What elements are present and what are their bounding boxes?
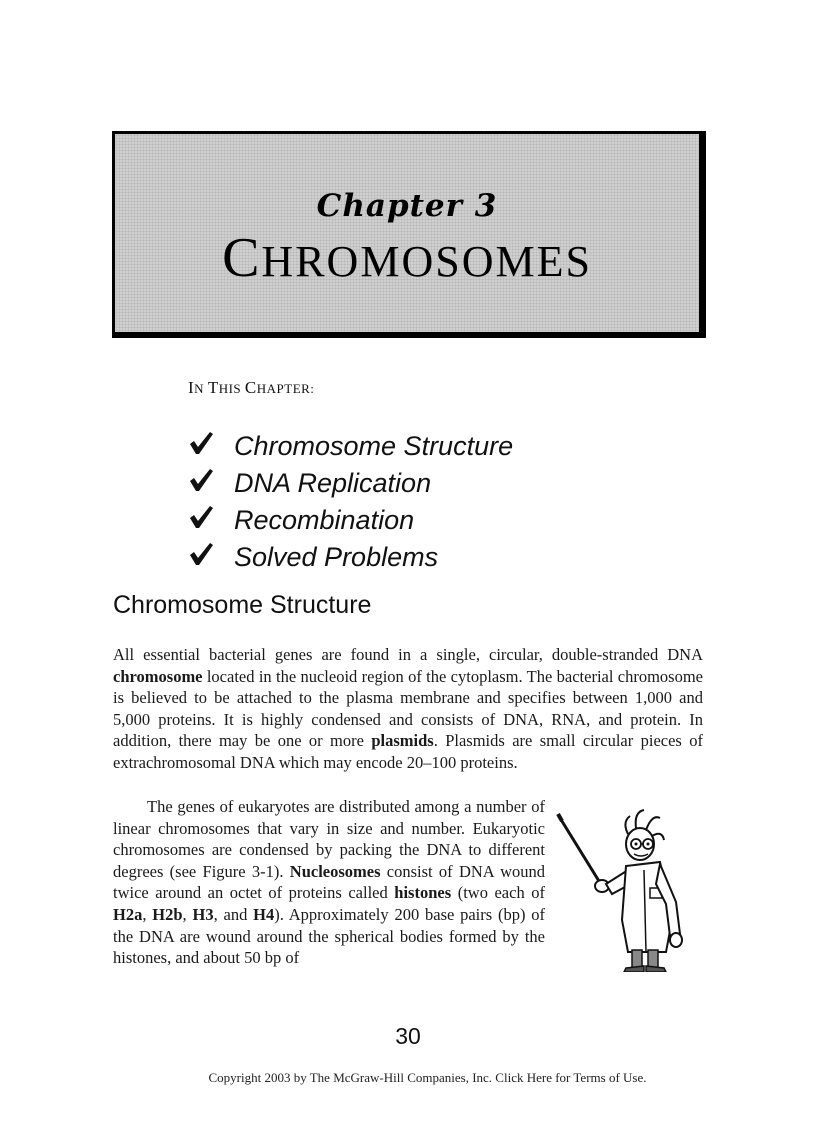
section-heading: Chromosome Structure bbox=[113, 591, 372, 619]
check-icon bbox=[188, 430, 214, 456]
label-initial-1: I bbox=[188, 378, 195, 397]
label-rest-3: HAPTER: bbox=[256, 381, 315, 396]
topic-item bbox=[188, 464, 513, 501]
topic-item bbox=[188, 501, 513, 538]
check-icon bbox=[188, 504, 214, 530]
label-rest-2: HIS bbox=[218, 381, 245, 396]
chapter-title bbox=[115, 227, 699, 289]
page-number: 30 bbox=[395, 1023, 421, 1049]
check-icon bbox=[188, 541, 214, 567]
text-run: , and bbox=[213, 904, 254, 924]
copyright-notice[interactable]: Copyright 2003 by The McGraw-Hill Companies, Inc. Click Here for Terms of Use. bbox=[208, 1070, 647, 1085]
text-run: , bbox=[182, 904, 193, 924]
body-paragraph-2 bbox=[113, 796, 545, 969]
topic-label: Solved Problems bbox=[234, 541, 439, 572]
text-run: All essential bacterial genes are found in a single, circular, double-stranded DNA bbox=[113, 645, 703, 664]
term-plasmids: plasmids bbox=[371, 731, 434, 751]
text-run: consist of DNA wound twice around an octet of proteins called bbox=[113, 861, 545, 903]
topic-label: Recombination bbox=[234, 504, 415, 535]
check-icon bbox=[188, 467, 214, 493]
topic-item bbox=[188, 538, 513, 575]
chapter-title-initial: C bbox=[222, 227, 262, 289]
term-h4: H4 bbox=[253, 904, 275, 924]
text-run: The genes of eukaryotes are distributed among a number of linear chromosomes that vary in size and number. Eukaryotic chromosomes are condensed by packing the DNA to different degrees (see Figure 3-1). bbox=[113, 797, 545, 881]
label-initial-3: C bbox=[244, 378, 257, 397]
topic-label: Chromosome Structure bbox=[234, 430, 514, 461]
chapter-title-rest: HROMOSOMES bbox=[261, 237, 592, 286]
topic-label: DNA Replication bbox=[234, 467, 432, 498]
chapter-number: Chapter 3 bbox=[316, 188, 498, 224]
term-h2b: H2b bbox=[152, 904, 183, 924]
term-h2a: H2a bbox=[113, 904, 143, 924]
chapter-banner bbox=[112, 131, 706, 338]
text-run: ). Approximately 200 base pairs (bp) of the DNA are wound around the spherical bodies formed by the histones, and about 50 bp of bbox=[113, 904, 546, 968]
professor-pointer-illustration bbox=[556, 800, 692, 972]
term-h3: H3 bbox=[192, 904, 214, 924]
label-initial-2: T bbox=[207, 378, 219, 397]
text-run: (two each of bbox=[451, 883, 545, 903]
label-rest-1: N bbox=[194, 381, 208, 396]
term-nucleosomes: Nucleosomes bbox=[289, 861, 381, 881]
in-this-chapter-label bbox=[188, 378, 314, 398]
text-run: , bbox=[142, 904, 153, 924]
term-histones: histones bbox=[394, 883, 452, 903]
text-run: . Plasmids are small circular pieces of extrachromosomal DNA which may encode 20–100 proteins. bbox=[113, 731, 703, 772]
term-chromosome: chromosome bbox=[113, 666, 203, 686]
chapter-topic-list bbox=[188, 427, 513, 575]
body-paragraph-1 bbox=[113, 644, 703, 774]
topic-item bbox=[188, 427, 513, 464]
text-run: located in the nucleoid region of the cytoplasm. The bacterial chromosome is believed to be attached to the plasma membrane and specifies between 1,000 and 5,000 proteins. It is highly condensed and consists of DNA, RNA, and protein. In addition, there may be one or more bbox=[113, 666, 703, 751]
